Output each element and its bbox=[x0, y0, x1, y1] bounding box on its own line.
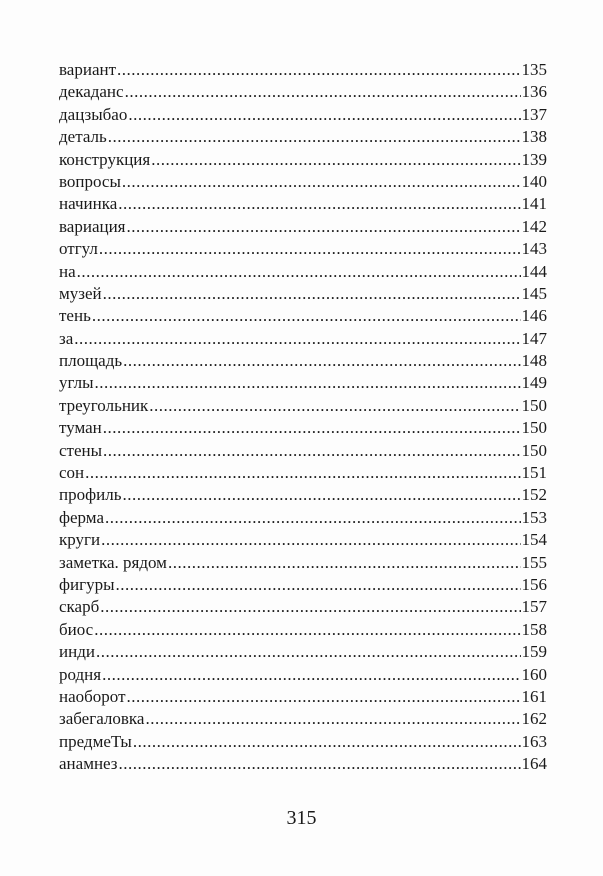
toc-dot-leader bbox=[168, 552, 521, 574]
toc-entry bbox=[59, 59, 547, 81]
toc-entry bbox=[59, 126, 547, 148]
toc-entry-page: 152 bbox=[521, 485, 547, 505]
toc-dot-leader bbox=[128, 104, 520, 126]
toc-entry-term: анамнез bbox=[59, 754, 118, 774]
toc-entry-page: 155 bbox=[521, 552, 547, 572]
toc-entry bbox=[59, 193, 547, 215]
toc-dot-leader bbox=[127, 216, 521, 238]
toc-entry bbox=[59, 81, 547, 103]
toc-entry-term: сон bbox=[59, 463, 85, 483]
toc-entry-term: фигуры bbox=[59, 574, 115, 594]
toc-dot-leader bbox=[117, 59, 520, 81]
toc-entry-term: профиль bbox=[59, 485, 122, 505]
toc-dot-leader bbox=[100, 596, 520, 618]
toc-entry-term: за bbox=[59, 328, 74, 348]
toc-entry-page: 153 bbox=[521, 507, 547, 527]
toc-entry-term: деталь bbox=[59, 127, 107, 147]
toc-entry-term: площадь bbox=[59, 351, 123, 371]
toc-entry-page: 150 bbox=[521, 440, 547, 460]
toc-entry-page: 163 bbox=[521, 731, 547, 751]
toc-entry bbox=[59, 305, 547, 327]
toc-entry-term: туман bbox=[59, 418, 102, 438]
toc-entry-term: предмеТы bbox=[59, 731, 132, 751]
toc-entry-term: тень bbox=[59, 306, 91, 326]
toc-entry-term: дацзыбао bbox=[59, 104, 128, 124]
toc-entry-term: декаданс bbox=[59, 82, 124, 102]
toc-entry-term: вариант bbox=[59, 60, 117, 79]
toc-dot-leader bbox=[103, 283, 521, 305]
toc-dot-leader bbox=[118, 193, 520, 215]
toc-dot-leader bbox=[85, 462, 520, 484]
toc-entry bbox=[59, 350, 547, 372]
toc-entry-page: 157 bbox=[521, 597, 547, 617]
toc-entry-page: 139 bbox=[521, 149, 547, 169]
toc-dot-leader bbox=[151, 149, 520, 171]
toc-entry bbox=[59, 372, 547, 394]
toc-entry-page: 143 bbox=[521, 239, 547, 259]
toc-entry bbox=[59, 328, 547, 350]
toc-dot-leader bbox=[77, 261, 521, 283]
toc-entry-term: треугольник bbox=[59, 395, 149, 415]
toc-dot-leader bbox=[122, 484, 520, 506]
toc-entry bbox=[59, 484, 547, 506]
toc-entry bbox=[59, 149, 547, 171]
toc-entry bbox=[59, 686, 547, 708]
toc-entry-term: начинка bbox=[59, 194, 118, 214]
toc-dot-leader bbox=[99, 238, 521, 260]
toc-dot-leader bbox=[122, 171, 521, 193]
toc-dot-leader bbox=[149, 395, 520, 417]
toc-entry-term: биос bbox=[59, 619, 94, 639]
toc-entry-page: 142 bbox=[521, 216, 547, 236]
toc-entry bbox=[59, 395, 547, 417]
toc-entry-term: вопросы bbox=[59, 171, 121, 191]
toc-dot-leader bbox=[119, 753, 521, 775]
toc-entry-page: 161 bbox=[521, 686, 547, 706]
toc-dot-leader bbox=[102, 664, 520, 686]
toc-entry-page: 146 bbox=[521, 306, 547, 326]
toc-entry-page: 148 bbox=[521, 351, 547, 371]
toc-entry bbox=[59, 708, 547, 730]
toc-entry bbox=[59, 238, 547, 260]
toc-entry-page: 162 bbox=[521, 709, 547, 729]
toc-entry bbox=[59, 283, 547, 305]
toc-entry-term: на bbox=[59, 261, 76, 281]
toc-entry-term: стены bbox=[59, 440, 103, 460]
toc-entry-page: 137 bbox=[521, 104, 547, 124]
toc-dot-leader bbox=[94, 619, 520, 641]
toc-dot-leader bbox=[133, 731, 521, 753]
toc-dot-leader bbox=[95, 372, 521, 394]
toc-entry bbox=[59, 171, 547, 193]
toc-entry-term: вариация bbox=[59, 216, 126, 236]
toc-entry-page: 136 bbox=[521, 82, 547, 102]
toc-entry-page: 141 bbox=[521, 194, 547, 214]
toc-entry bbox=[59, 664, 547, 686]
toc-entry-term: наоборот bbox=[59, 686, 126, 706]
toc-dot-leader bbox=[103, 417, 521, 439]
toc-entry-page: 160 bbox=[521, 664, 547, 684]
toc-entry-page: 147 bbox=[521, 328, 547, 348]
toc-entry-page: 144 bbox=[521, 261, 547, 281]
toc-dot-leader bbox=[145, 708, 520, 730]
toc-entry-term: скарб bbox=[59, 597, 100, 617]
toc-entry-page: 156 bbox=[521, 574, 547, 594]
toc-entry-page: 149 bbox=[521, 373, 547, 393]
toc-entry bbox=[59, 216, 547, 238]
toc-entry bbox=[59, 552, 547, 574]
toc-entry-page: 154 bbox=[521, 530, 547, 550]
toc-entry-term: углы bbox=[59, 373, 94, 393]
toc-entry-page: 159 bbox=[521, 642, 547, 662]
toc-dot-leader bbox=[108, 126, 521, 148]
toc-entry-page: 145 bbox=[521, 283, 547, 303]
toc-entry bbox=[59, 417, 547, 439]
toc-entry bbox=[59, 104, 547, 126]
toc-entry bbox=[59, 596, 547, 618]
toc-entry-page: 135 bbox=[521, 60, 547, 79]
toc-entry-page: 164 bbox=[521, 754, 547, 774]
toc-entry-page: 158 bbox=[521, 619, 547, 639]
toc-entry bbox=[59, 507, 547, 529]
toc-dot-leader bbox=[127, 686, 521, 708]
toc-entry-term: отгул bbox=[59, 239, 98, 259]
toc-entry-page: 150 bbox=[521, 418, 547, 438]
toc-entry-term: заметка. рядом bbox=[59, 552, 167, 572]
toc-entry-term: забегаловка bbox=[59, 709, 145, 729]
toc-dot-leader bbox=[123, 350, 520, 372]
page-number: 315 bbox=[286, 807, 317, 829]
toc-entry bbox=[59, 462, 547, 484]
toc-entry-term: конструкция bbox=[59, 149, 151, 169]
toc-dot-leader bbox=[103, 440, 520, 462]
table-of-contents bbox=[59, 59, 547, 776]
toc-entry bbox=[59, 619, 547, 641]
toc-entry bbox=[59, 440, 547, 462]
toc-entry-term: инди bbox=[59, 642, 95, 662]
toc-dot-leader bbox=[92, 305, 521, 327]
toc-dot-leader bbox=[105, 507, 521, 529]
toc-dot-leader bbox=[101, 529, 520, 551]
toc-entry-page: 140 bbox=[521, 171, 547, 191]
toc-entry-term: музей bbox=[59, 283, 102, 303]
toc-entry-page: 151 bbox=[521, 463, 547, 483]
toc-dot-leader bbox=[96, 641, 521, 663]
toc-entry-term: ферма bbox=[59, 507, 104, 527]
toc-entry bbox=[59, 731, 547, 753]
toc-dot-leader bbox=[125, 81, 521, 103]
toc-entry bbox=[59, 574, 547, 596]
toc-entry-term: родня bbox=[59, 664, 102, 684]
toc-entry bbox=[59, 753, 547, 775]
toc-dot-leader bbox=[74, 328, 520, 350]
toc-entry-page: 150 bbox=[521, 395, 547, 415]
toc-dot-leader bbox=[116, 574, 521, 596]
toc-entry bbox=[59, 529, 547, 551]
toc-entry bbox=[59, 261, 547, 283]
toc-entry bbox=[59, 641, 547, 663]
toc-entry-term: круги bbox=[59, 530, 101, 550]
toc-entry-page: 138 bbox=[521, 127, 547, 147]
